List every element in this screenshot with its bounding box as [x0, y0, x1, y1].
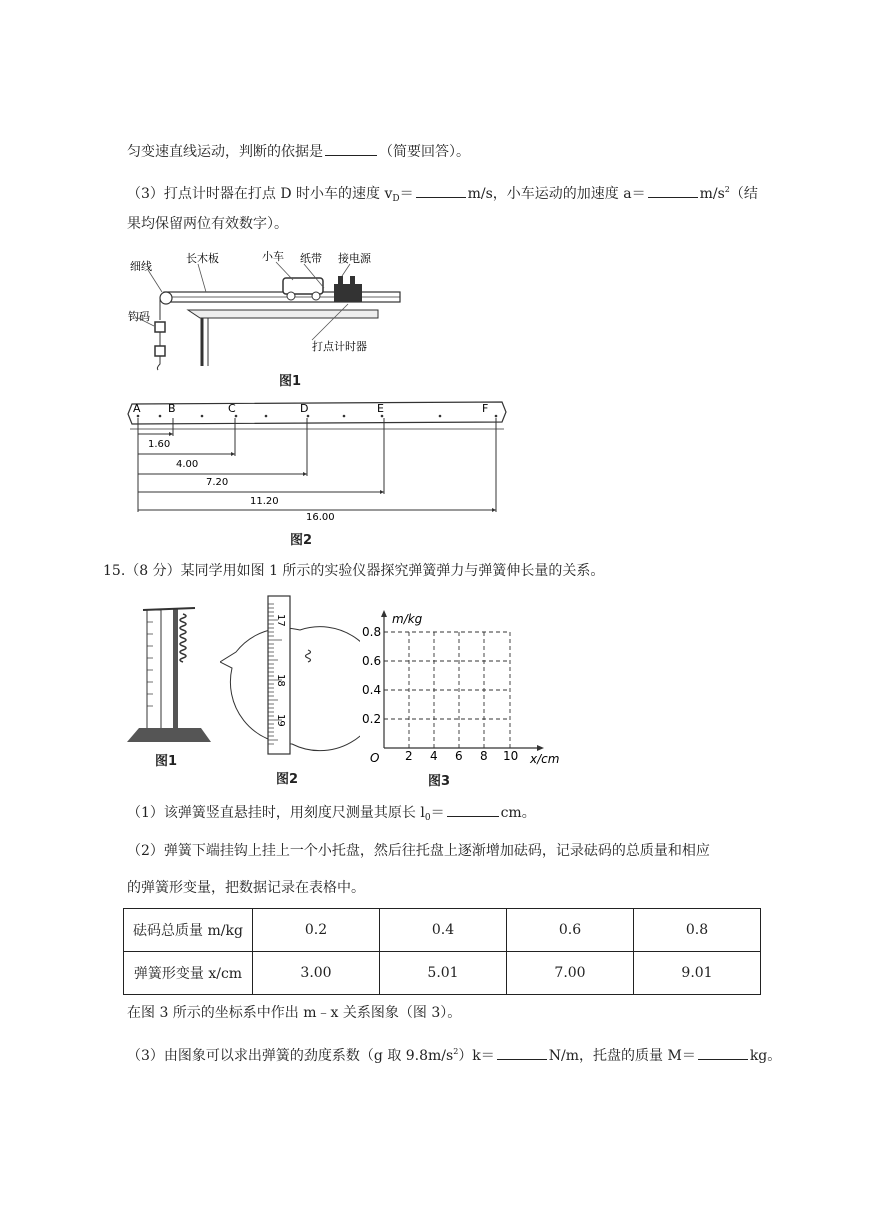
q15-part2-line1: （2）弹簧下端挂钩上挂上一个小托盘，然后往托盘上逐渐增加砝码，记录砝码的总质量和相应 [127, 843, 710, 859]
cart-icon [283, 278, 323, 294]
table-row [124, 909, 761, 952]
hook-weight-icon [155, 322, 165, 332]
distance-ab: 1.60 [148, 439, 171, 450]
q14-line2 [127, 180, 758, 209]
y-axis-label: m/kg [392, 612, 423, 626]
q14-line3: 果均保留两位有效数字）。 [127, 216, 288, 232]
y-tick-0.8: 0.8 [362, 625, 382, 639]
x-tick-2: 2 [405, 749, 413, 763]
q14-line2-a: （3）打点计时器在打点 D 时小车的速度 v [127, 186, 393, 202]
table-row [124, 952, 761, 995]
ruler-mark-17: 17 [275, 614, 286, 627]
ruler-magnifier-figure [220, 594, 360, 756]
deformation-header: 弹簧形变量 x/cm [124, 952, 253, 995]
q15-part3-k: ）k＝ [458, 1048, 495, 1064]
q14-line1 [127, 141, 470, 162]
board-label: 长木板 [186, 252, 219, 265]
thin-line-label: 细线 [130, 260, 152, 273]
superscript: 2 [453, 1047, 459, 1056]
cart-apparatus-figure [128, 248, 408, 376]
y-tick-0.2: 0.2 [362, 712, 382, 726]
x-axis-label: x/cm [530, 752, 560, 766]
x-tick-4: 4 [430, 749, 438, 763]
table-cell: 0.4 [380, 909, 507, 952]
point-f-label: F [482, 402, 489, 415]
subscript: 0 [424, 813, 431, 823]
point-b-label: B [168, 402, 176, 415]
spring-icon [180, 614, 186, 662]
x-tick-6: 6 [455, 749, 463, 763]
q15-fig3-caption: 图3 [428, 774, 451, 789]
q15-part3-unit: kg。 [749, 1048, 782, 1064]
table-cell: 5.01 [380, 952, 507, 995]
subscript: D [392, 194, 400, 204]
table-cell: 3.00 [253, 952, 380, 995]
tape-label: 纸带 [300, 252, 322, 265]
point-c-label: C [228, 402, 236, 415]
power-label: 接电源 [338, 252, 371, 265]
spring-stand-figure [125, 600, 215, 744]
distance-af: 16.00 [306, 512, 335, 522]
length-answer-blank[interactable] [447, 802, 499, 817]
paper-tape-figure [124, 398, 522, 522]
point-d-label: D [300, 402, 309, 415]
distance-ad: 7.20 [206, 477, 229, 488]
paper-tape [128, 402, 506, 424]
table-cell: 7.00 [507, 952, 634, 995]
x-tick-10: 10 [503, 749, 519, 763]
table-cell: 0.2 [253, 909, 380, 952]
spring-constant-answer-blank[interactable] [497, 1045, 547, 1060]
q15-part1-unit: cm。 [500, 805, 536, 821]
fig2-caption: 图2 [290, 533, 313, 548]
q15-fig1-caption: 图1 [155, 754, 178, 769]
q15-part2-line3: 在图 3 所示的坐标系中作出 m﹣x 关系图象（图 3）。 [127, 1005, 462, 1021]
distance-ac: 4.00 [176, 459, 199, 470]
q14-line1-suffix: （简要回答）。 [379, 144, 470, 160]
timer-label: 打点计时器 [312, 340, 367, 353]
superscript: 2 [724, 185, 730, 194]
q14-line2-d: m/s [699, 186, 725, 202]
q15-part1 [127, 802, 536, 828]
ruler-mark-18: 18 [275, 674, 286, 687]
vd-answer-blank[interactable] [416, 183, 466, 198]
q14-line1-text: 匀变速直线运动，判断的依据是 [127, 144, 323, 160]
cart-label: 小车 [262, 250, 284, 263]
m-x-graph [362, 608, 572, 768]
timer-icon [334, 284, 362, 302]
tray-mass-answer-blank[interactable] [698, 1045, 748, 1060]
origin-label: O [370, 751, 380, 765]
point-a-label: A [133, 402, 141, 415]
y-tick-0.6: 0.6 [362, 654, 382, 668]
q15-heading: 15.（8 分）某同学用如图 1 所示的实验仪器探究弹簧弹力与弹簧伸长量的关系。 [103, 563, 605, 579]
acceleration-answer-blank[interactable] [648, 183, 698, 198]
ruler-mark-19: 19 [275, 714, 286, 727]
table-cell: 9.01 [634, 952, 761, 995]
hook-weight-label: 钩码 [128, 310, 150, 323]
table-cell: 0.8 [634, 909, 761, 952]
pulley-icon [160, 292, 172, 304]
q15-part3 [127, 1042, 781, 1066]
hook-weight-icon [155, 346, 165, 356]
y-tick-0.4: 0.4 [362, 683, 382, 697]
q14-line2-e: （结 [729, 186, 758, 202]
data-table [123, 908, 761, 995]
q15-part1-eq: ＝ [430, 805, 445, 821]
q15-part1-text: （1）该弹簧竖直悬挂时，用刻度尺测量其原长 l [127, 805, 425, 821]
q14-line2-b: ＝ [399, 186, 414, 202]
point-e-label: E [377, 402, 384, 415]
x-tick-8: 8 [480, 749, 488, 763]
q14-line2-c: m/s，小车运动的加速度 a＝ [467, 186, 646, 202]
table-cell: 0.6 [507, 909, 634, 952]
distance-ae: 11.20 [250, 496, 279, 507]
fig1-caption: 图1 [279, 374, 302, 389]
q15-part2-line2: 的弹簧形变量，把数据记录在表格中。 [127, 880, 365, 896]
mass-header: 砝码总质量 m/kg [124, 909, 253, 952]
answer-blank[interactable] [325, 141, 377, 156]
q15-part3-text: （3）由图象可以求出弹簧的劲度系数（g 取 9.8m/s [127, 1048, 454, 1064]
q15-part3-mass-text: N/m，托盘的质量 M＝ [548, 1048, 696, 1064]
q15-fig2-caption: 图2 [276, 772, 299, 787]
